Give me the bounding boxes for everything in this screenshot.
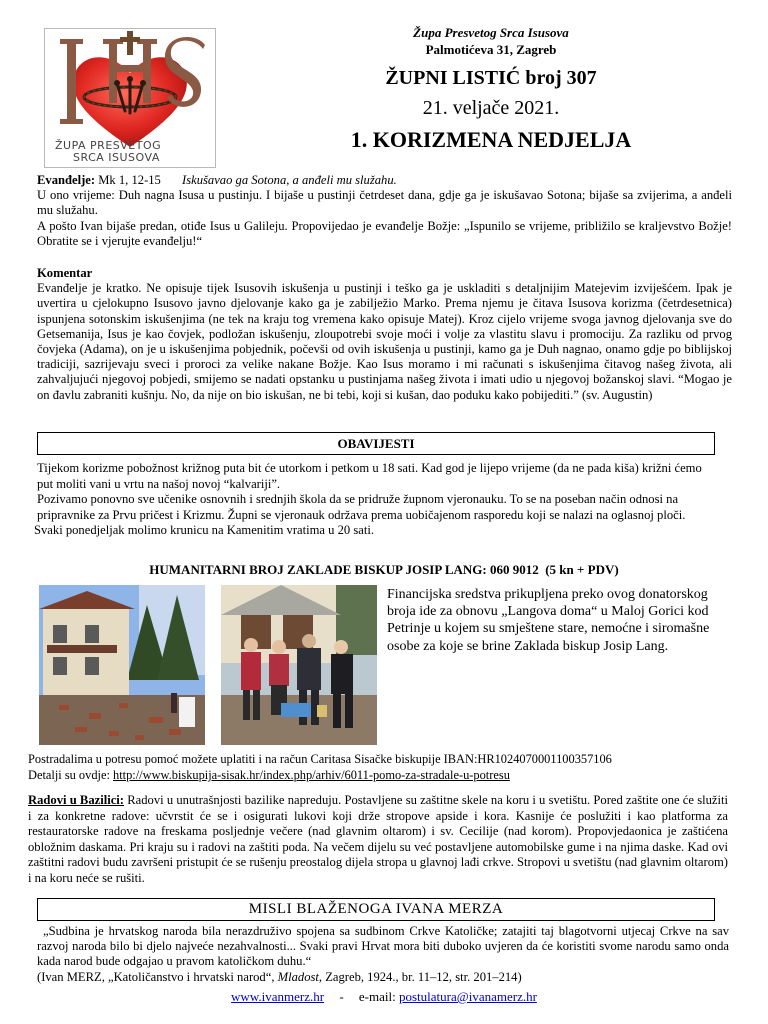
- gospel-motto: Iskušavao ga Sotona, a anđeli mu služahu.: [182, 173, 397, 187]
- feast-title: 1. KORIZMENA NEDJELJA: [350, 127, 632, 152]
- photo-damaged-building: [39, 585, 205, 745]
- charity-text: Financijska sredstva prikupljena preko ovog donatorskog broja ide za obnovu „Langova doma“ u Maloj Gorici kod Petrinje u kojem su smještene stare, nemoćne i siromašne osobe za koje se brine Zaklada biskup Josip Lang.: [387, 587, 710, 654]
- basilica-section: [28, 793, 728, 887]
- merz-email-label: e-mail:: [358, 989, 396, 1004]
- issue-title: ŽUPNI LISTIĆ broj 307: [385, 67, 597, 89]
- commentary-text: Evanđelje je kratko. Ne opisuje tijek Isusovih iskušenja u pustinji i teško ga je uskladiti s detaljnijim Matejevim izviješćem. Ipak je uvertira u cjelokupno Isusovo javno djelovanje kako ga je zabilježio Marko. Prema njemu je čitava Isusova korizma (četrdesetnica) ispunjena sotonskim iskušenjima (ne tek na kraju tog vremena kako opisuje Matej). Kroz cijelo vrijeme svoga javnog djelovanja sve do Getsemanija, Isus je kao čovjek, podložan iskušenju, zloupotrebi svoje moći i volje za vlastitu slavu i promociju. Za razliku od prvog čovjeka (Adama), on je u iskušenjima pobjednik, počevši od ovih iskušenja u pustinji, kamo ga je Duh nagnao, onamo gdje po biblijskoj tradiciji, sazrijevaju sveci i proroci za velike nakane Božje. Kao Isus moramo i mi računati s iskušenjima čitavog našeg života, ali zahvaljujući njegovoj pobjedi, smijemo se nadati opstanku u pustinjama našeg života i imati udio u njegovoj božanskoj slavi. “Mogao je on đavlu zabraniti kušnju. No, da nije on bio iskušan, ne bi tebi, koji si kušan, dao poduku kako pobijediti.” (sv. Augustin): [37, 281, 732, 402]
- notice-3: Svaki ponedjeljak molimo krunicu na Kamenitim vratima u 20 sati.: [34, 523, 374, 538]
- charity-details: [28, 768, 768, 783]
- merz-source: [37, 970, 729, 985]
- notice-2: Pozivamo ponovno sve učenike osnovnih i srednjih škola da se pridruže župnom vjeronauku. To se na poseban način odnosi na pripravnike za Prvu pričest i Krizmu. Župni se vjeronauk održava prema uobičajenom rasporedu koji se nalazi na oglasnoj ploči.: [37, 492, 686, 522]
- gospel-heading-line: [37, 173, 732, 188]
- header: [214, 24, 768, 153]
- notice-1: Tijekom korizme pobožnost križnog puta bit će utorkom i petkom u 18 sati. Kad god je lijepo vrijeme (da ne pada kiša) križni ćemo put moliti vani u vrtu na našoj novoj “kalvariji”.: [37, 461, 702, 491]
- commentary-section: [37, 266, 732, 403]
- parish-name: Župa Presvetog Srca Isusova: [413, 25, 569, 40]
- merz-source-post: , Zagreb, 1924., br. 11–12, str. 201–214): [318, 969, 522, 984]
- merz-separator: -: [339, 989, 344, 1004]
- merz-quote-text: „Sudbina je hrvatskog naroda bila nerazdruživo spojena sa sudbinom Crkve Katoličke; zatajiti taj blagotvorni utjecaj Crkve na sav razvoj naroda bilo bi djelo najveće nezahvalnosti... Svaki pravi Hrvat mora biti duboko uvjeren da će koristiti svome narodu samo onda kada narod bude odgajao u pravom katoličkom duhu.“: [37, 924, 729, 969]
- merz-heading: MISLI BLAŽENOGA IVANA MERZA: [248, 901, 504, 917]
- charity-heading: HUMANITARNI BROJ ZAKLADE BISKUP JOSIP LANG: 060 9012 (5 kn + PDV): [149, 562, 619, 577]
- basilica-label: Radovi u Bazilici:: [28, 793, 124, 807]
- charity-details-link[interactable]: http://www.biskupija-sisak.hr/index.php/arhiv/6011-pomo-za-stradale-u-potresu: [113, 768, 510, 782]
- charity-donation: Postradalima u potresu pomoć možete uplatiti i na račun Caritasa Sisačke biskupije IBAN:HR1024070001100357106: [28, 752, 612, 766]
- merz-heading-box: [37, 898, 715, 921]
- photo-elderly-residents: [221, 585, 377, 745]
- charity-details-label: Detalji su ovdje:: [28, 768, 110, 782]
- issue-date: 21. veljače 2021.: [422, 97, 560, 119]
- parish-logo: [44, 28, 216, 168]
- gospel-section: [37, 173, 732, 249]
- merz-email-link[interactable]: postulatura@ivanamerz.hr: [398, 989, 537, 1004]
- notices-section: [34, 461, 717, 539]
- gospel-paragraph-2: A pošto Ivan bijaše predan, otiđe Isus u Galileju. Propovijedao je evanđelje Božje: „Ispunilo se vrijeme, približilo se kraljevstvo Božje! Obratite se i vjerujte evanđelju!“: [37, 218, 732, 248]
- notices-heading: OBAVIJESTI: [337, 436, 415, 451]
- parish-address: Palmotićeva 31, Zagreb: [425, 42, 557, 57]
- notices-heading-box: [37, 432, 715, 455]
- basilica-text: Radovi u unutrašnjosti bazilike napreduju. Postavljene su zaštitne skele na koru i u svetištu. Pored zaštite one će služiti i za konkretne radove: učvrstit će se i osigurati lukovi koji drže stropove apside i kora. Kasnije će poslužiti i kao platforma za restauratorske radove na freskama posljednje večere (nad glavnim oltarom) i sv. Cecilije (nad korom). Propovjedaonica je zaštićena obložnim daskama. Pri kraju su i radovi na zaštiti poda. Na večem dijelu su već postavljene automobilske gume i na njima daske. Kad ovi zaštitni radovi budu završeni pristupit će se rušenju preostalog dijela stropa u glavnoj lađi crkve. Stropovi u svetištu (nad glavnim oltarom) i na koru neće se rušiti.: [28, 793, 728, 885]
- merz-source-pre: (Ivan MERZ, „Katoličanstvo i hrvatski narod“,: [37, 969, 275, 984]
- merz-contacts: [0, 989, 768, 1005]
- commentary-heading: Komentar: [37, 266, 93, 280]
- gospel-label: Evanđelje:: [37, 173, 96, 187]
- merz-source-journal: Mladost: [277, 969, 319, 984]
- gospel-paragraph-1: U ono vrijeme: Duh nagna Isusa u pustinju. I bijaše u pustinji četrdeset dana, gdje ga je iskušavao Sotona; bijaše sa zvijerima, a anđeli mu služahu.: [37, 188, 732, 218]
- logo-caption-1: ŽUPA PRESVETOG: [55, 139, 162, 152]
- merz-website-link[interactable]: www.ivanmerz.hr: [231, 989, 325, 1004]
- logo-caption-2: SRCA ISUSOVA: [73, 151, 160, 164]
- gospel-ref: Mk 1, 12-15: [98, 173, 161, 187]
- merz-quote: [37, 924, 729, 985]
